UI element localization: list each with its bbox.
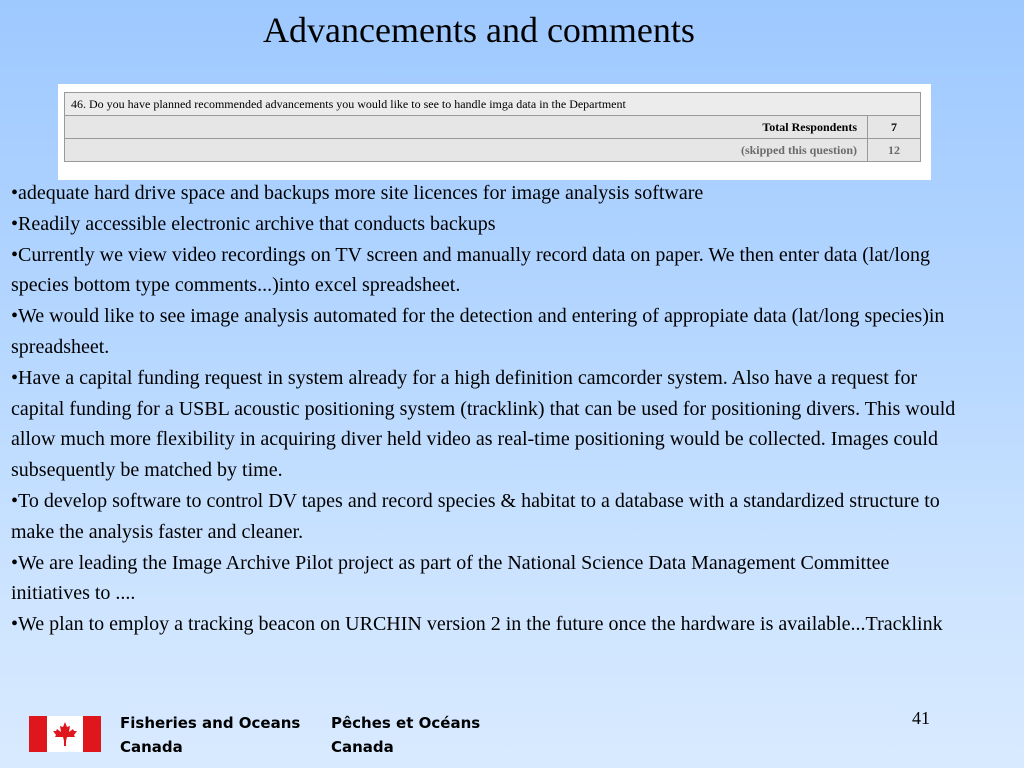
- flag-center: [47, 716, 83, 752]
- comment-item: •Readily accessible electronic archive that conducts backups: [11, 212, 496, 235]
- department-name-english: [120, 711, 300, 759]
- comment-item: •To develop software to control DV tapes and record species & habitat to a database with a standardized structure to make the analysis faster and cleaner.: [11, 489, 940, 543]
- canada-flag-icon: [29, 716, 101, 752]
- flag-right-band: [83, 716, 101, 752]
- comments-list: [11, 178, 971, 640]
- skipped-question-value: 12: [868, 139, 921, 162]
- flag-left-band: [29, 716, 47, 752]
- department-english-line2: Canada: [120, 738, 183, 756]
- comment-item: •Currently we view video recordings on TV screen and manually record data on paper. We then enter data (lat/long species bottom type comments...)into excel spreadsheet.: [11, 243, 930, 297]
- survey-results-panel: [58, 84, 931, 180]
- maple-leaf-icon: [52, 721, 78, 747]
- total-respondents-label: Total Respondents: [65, 116, 868, 139]
- page-number: 41: [912, 708, 930, 728]
- comment-item: •We are leading the Image Archive Pilot project as part of the National Science Data Management Committee initiatives to ....: [11, 551, 890, 605]
- total-respondents-row: [65, 116, 921, 139]
- department-name-french: [331, 711, 480, 759]
- department-english-line1: Fisheries and Oceans: [120, 714, 301, 732]
- slide-title: Advancements and comments: [263, 10, 695, 50]
- question-row: [65, 93, 921, 116]
- department-french-line1: Pêches et Océans: [331, 714, 481, 732]
- skipped-question-label: (skipped this question): [65, 139, 868, 162]
- survey-results-table: [64, 92, 921, 162]
- total-respondents-value: 7: [868, 116, 921, 139]
- comment-item: •We plan to employ a tracking beacon on URCHIN version 2 in the future once the hardware is available...Tracklink: [11, 613, 943, 636]
- comment-item: •We would like to see image analysis automated for the detection and entering of appropiate data (lat/long species)in spreadsheet.: [11, 305, 945, 358]
- comment-item: •adequate hard drive space and backups more site licences for image analysis software: [11, 182, 704, 204]
- department-french-line2: Canada: [331, 738, 394, 756]
- survey-question: 46. Do you have planned recommended advancements you would like to see to handle imga data in the Department: [65, 93, 921, 116]
- comment-item: •Have a capital funding request in system already for a high definition camcorder system. Also have a request for capital funding for a USBL acoustic positioning system (tracklink) that can be used for positioning divers. This would allow much more flexibility in acquiring diver held video as real-time positioning would be collected. Images could subsequently be matched by time.: [11, 366, 956, 482]
- skipped-row: [65, 139, 921, 162]
